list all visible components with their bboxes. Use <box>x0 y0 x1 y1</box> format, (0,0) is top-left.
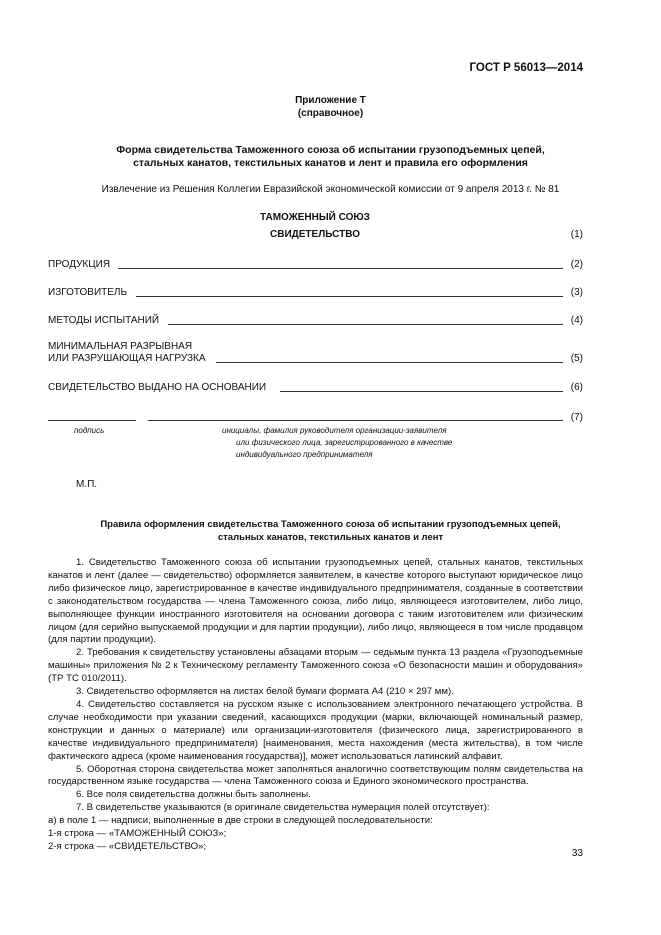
field-label: ИЗГОТОВИТЕЛЬ <box>48 287 128 298</box>
rules-body <box>48 557 583 854</box>
rules-paragraph: 1. Свидетельство Таможенного союза об испытании грузоподъемных цепей, стальных канатов, текстильных канатов и лент (далее — свидетельство) оформляется заявителем, в качестве которого выступают юридическое лицо либо физическое лицо, зарегистрированное в качестве индивидуального предпринимателя, созданные в соответствии с законодательством государства — члена Таможенного союза, либо лицо, являющееся изготовителем, либо лицо, выполняющее функции иностранного изготовителя на основании договора с таким изготовителем или физическим лицом (для серийно выпускаемой продукции и для партии продукции), либо лицо, являющееся в том числе продавцом (для партии продукции). <box>48 557 583 646</box>
rules-list-line: 1-я строка — «ТАМОЖЕННЫЙ СОЮЗ»; <box>48 828 227 840</box>
form-title-line1: Форма свидетельства Таможенного союза об испытании грузоподъемных цепей, <box>116 144 545 156</box>
certificate-title: СВИДЕТЕЛЬСТВО <box>270 229 360 240</box>
name-line <box>148 420 563 421</box>
field-number: (3) <box>570 287 583 298</box>
fill-line <box>118 268 563 269</box>
field-label: МЕТОДЫ ИСПЫТАНИЙ <box>48 315 160 326</box>
page-number: 33 <box>571 848 583 859</box>
form-title-line2: стальных канатов, текстильных канатов и лент и правила его оформления <box>133 157 528 169</box>
rules-paragraph: 7. В свидетельстве указываются (в оригинале свидетельства нумерация полей отсутствует): <box>76 802 490 814</box>
rules-paragraph: 5. Оборотная сторона свидетельства может заполняться аналогично соответствующим полям свидетельства на государственном языке государства — члена Таможенного союза и Единого экономического пространства. <box>48 763 583 788</box>
rules-title-line2: стальных канатов, текстильных канатов и лент <box>217 532 444 543</box>
fill-line <box>136 296 563 297</box>
field-number: (4) <box>570 315 583 326</box>
rules-paragraph: 6. Все поля свидетельства должны быть заполнены. <box>76 789 311 801</box>
field-breaking-load <box>48 353 583 365</box>
field-number: (5) <box>570 353 583 364</box>
standard-designation: ГОСТ Р 56013—2014 <box>469 62 583 74</box>
extract-note: Извлечение из Решения Коллегии Евразийской экономической комиссии от 9 апреля 2013 г. № 81 <box>101 184 560 195</box>
field-number-7: (7) <box>570 412 583 423</box>
rules-paragraph: 4. Свидетельство составляется на русском языке с использованием электронного печатающего устройства. В случае необходимости при указании сведений, касающихся продукции (марки, включающей номинальный размер, конструкции и данных о материале) или организации-изготовителя (физического лица, зарегистрированного в качестве индивидуального предпринимателя) [наименования, места нахождения (места жительства), в том числе фактического адреса (кроме наименования государства)], может использоваться латинский алфавит. <box>48 698 583 762</box>
field-label: СВИДЕТЕЛЬСТВО ВЫДАНО НА ОСНОВАНИИ <box>48 382 267 393</box>
name-caption-line2: или физического лица, зарегистрированного в качестве <box>236 438 453 447</box>
fill-line <box>280 391 563 392</box>
field-label-line1: МИНИМАЛЬНАЯ РАЗРЫВНАЯ <box>48 341 193 352</box>
certificate-union-heading: ТАМОЖЕННЫЙ СОЮЗ <box>260 212 370 223</box>
field-number: (2) <box>570 259 583 270</box>
rules-paragraph: 2. Требования к свидетельству установлены абзацами вторым — седьмым пункта 13 раздела «Грузоподъемные машины» приложения № 2 к Техническому регламенту Таможенного союза «О безопасности машин и оборудования» (ТР ТС 010/2011). <box>48 647 583 685</box>
field-product <box>48 259 583 271</box>
signature-line <box>48 420 136 421</box>
stamp-place: М.П. <box>76 479 98 490</box>
fill-line <box>216 362 563 363</box>
field-label: ИЛИ РАЗРУШАЮЩАЯ НАГРУЗКА <box>48 353 206 364</box>
fill-line <box>168 324 563 325</box>
signature-caption: подпись <box>74 426 105 435</box>
rules-paragraph: 3. Свидетельство оформляется на листах белой бумаги формата А4 (210 × 297 мм). <box>76 686 454 698</box>
appendix-subtitle: (справочное) <box>297 108 364 119</box>
rules-title-line1: Правила оформления свидетельства Таможенного союза об испытании грузоподъемных цепей, <box>100 519 561 530</box>
field-label: ПРОДУКЦИЯ <box>48 259 111 270</box>
field-test-methods <box>48 315 583 327</box>
field-number-1: (1) <box>570 229 583 240</box>
rules-list-line: 2-я строка — «СВИДЕТЕЛЬСТВО»; <box>48 840 207 852</box>
name-caption-line1: инициалы, фамилия руководителя организации-заявителя <box>222 426 447 435</box>
field-number: (6) <box>570 382 583 393</box>
rules-list-line: а) в поле 1 — надписи, выполненные в две строки в следующей последовательности: <box>48 815 433 827</box>
appendix-title: Приложение Т <box>295 95 366 106</box>
name-caption-line3: индивидуального предпринимателя <box>236 450 373 459</box>
field-issued-basis <box>48 382 583 394</box>
field-manufacturer <box>48 287 583 299</box>
